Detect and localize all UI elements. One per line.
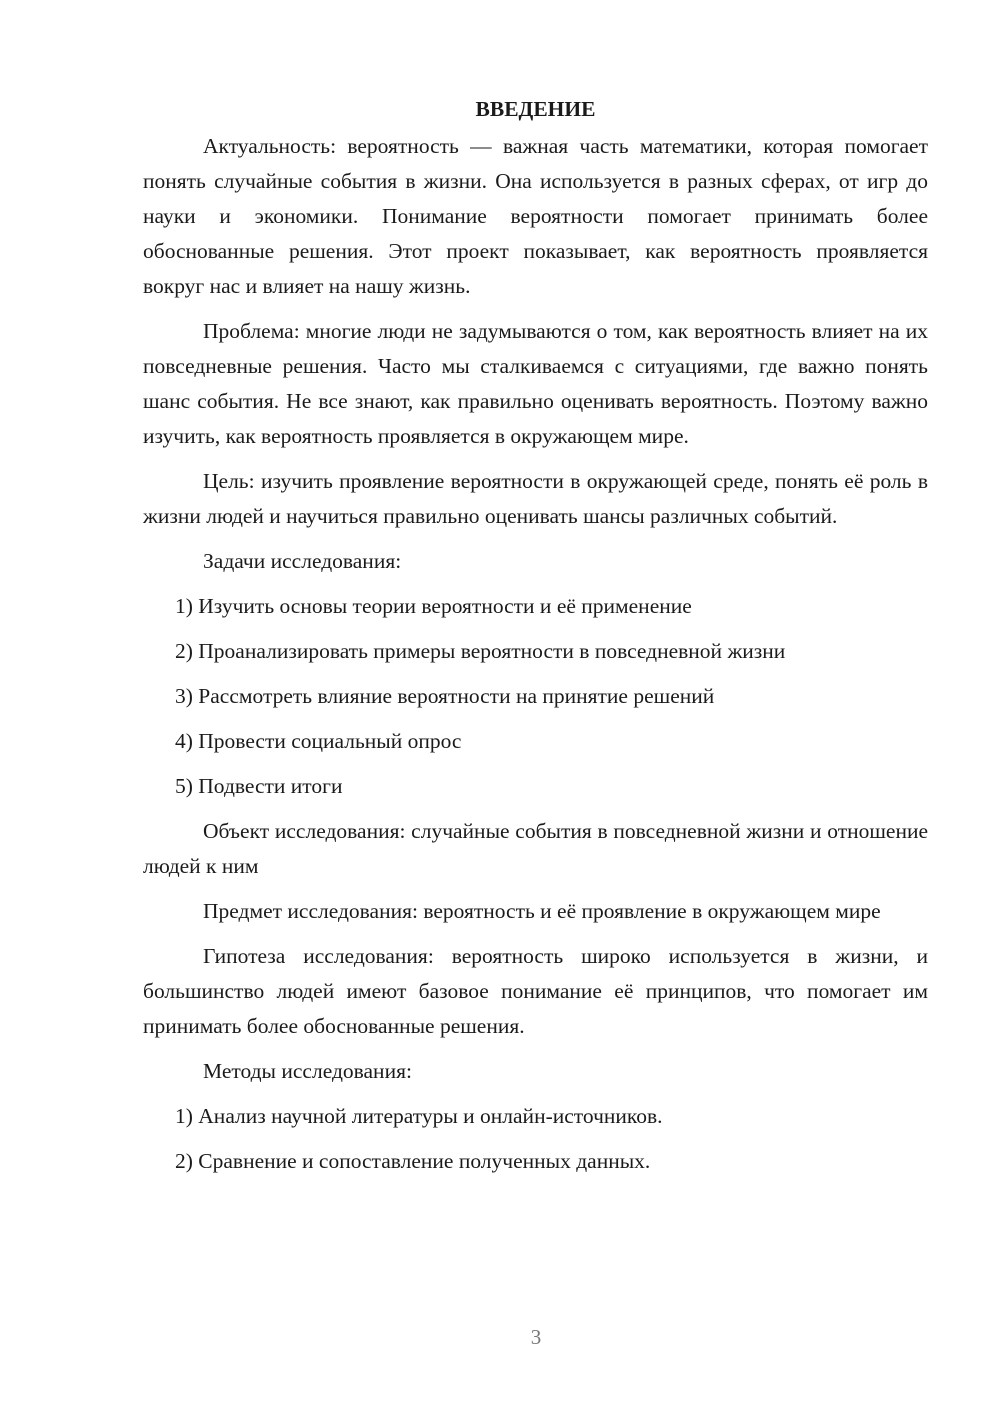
hypothesis-paragraph: Гипотеза исследования: вероятность широко используется в жизни, и большинство людей имеют базовое понимание её принципов, что помогает им принимать более обоснованные решения. <box>143 944 928 1038</box>
page-title: ВВЕДЕНИЕ <box>475 97 596 121</box>
methods-heading: Методы исследования: <box>203 1059 412 1083</box>
document-page <box>143 92 928 1189</box>
task-item: 5) Подвести итоги <box>175 774 343 798</box>
task-item: 2) Проанализировать примеры вероятности в повседневной жизни <box>175 639 786 663</box>
method-item: 1) Анализ научной литературы и онлайн-источников. <box>175 1104 663 1128</box>
relevance-paragraph: Актуальность: вероятность — важная часть математики, которая помогает понять случайные события в жизни. Она используется в разных сферах, от игр до науки и экономики. Понимание вероятности помогает принимать более обоснованные решения. Этот проект показывает, как вероятность проявляется вокруг нас и влияет на нашу жизнь. <box>143 134 928 298</box>
problem-paragraph: Проблема: многие люди не задумываются о том, как вероятность влияет на их повседневные решения. Часто мы сталкиваемся с ситуациями, где важно понять шанс события. Не все знают, как правильно оценивать вероятность. Поэтому важно изучить, как вероятность проявляется в окружающем мире. <box>143 319 928 448</box>
tasks-heading: Задачи исследования: <box>203 549 402 573</box>
task-item: 1) Изучить основы теории вероятности и её применение <box>175 594 692 618</box>
object-paragraph: Объект исследования: случайные события в повседневной жизни и отношение людей к ним <box>143 819 928 878</box>
task-item: 4) Провести социальный опрос <box>175 729 462 753</box>
task-item: 3) Рассмотреть влияние вероятности на принятие решений <box>175 684 715 708</box>
goal-paragraph: Цель: изучить проявление вероятности в окружающей среде, понять её роль в жизни людей и научиться правильно оценивать шансы различных событий. <box>143 469 928 528</box>
subject-paragraph: Предмет исследования: вероятность и её проявление в окружающем мире <box>203 899 881 923</box>
method-item: 2) Сравнение и сопоставление полученных данных. <box>175 1149 651 1173</box>
page-number: 3 <box>530 1325 542 1349</box>
